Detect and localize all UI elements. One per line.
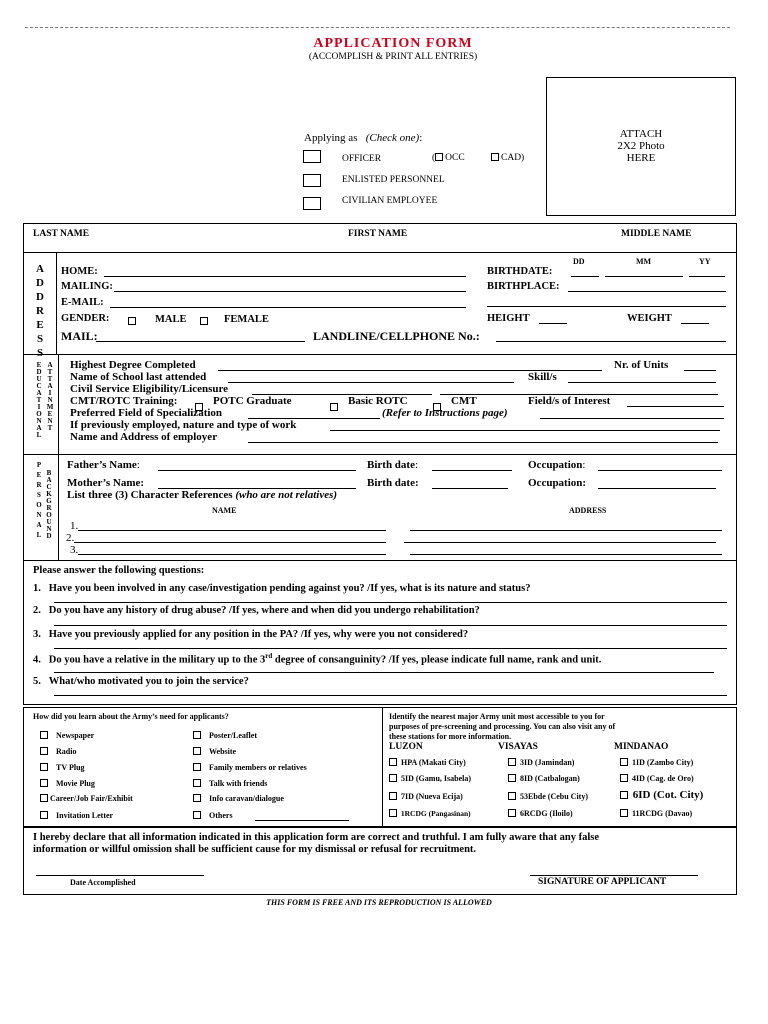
dd-label: DD [573, 257, 585, 266]
middle-name-label: MIDDLE NAME [621, 229, 692, 239]
unit-6id[interactable]: 6ID (Cot. City) [620, 789, 703, 801]
last-name-label: LAST NAME [33, 229, 90, 239]
source-career-fair[interactable]: Career/Job Fair/Exhibit [40, 794, 133, 803]
preferred-field-label: Preferred Field of Specialization [70, 407, 223, 419]
source-invitation-letter[interactable]: Invitation Letter [40, 811, 113, 820]
photo-here-label: HERE [626, 152, 656, 164]
page-title: APPLICATION FORM [313, 36, 473, 51]
height-label: HEIGHT [487, 313, 530, 324]
source-tv-plug[interactable]: TV Plug [40, 763, 85, 772]
birthdate-yy-field[interactable] [689, 276, 725, 277]
divider [58, 454, 59, 560]
landline-label: LANDLINE/CELLPHONE No.: [313, 329, 480, 343]
cad-checkbox[interactable] [491, 153, 499, 161]
father-birth-date-label: Birth date: [367, 459, 419, 471]
question-4-answer[interactable] [54, 672, 714, 673]
divider [56, 252, 57, 354]
unit-hpa[interactable]: HPA (Makati City) [389, 758, 466, 767]
preferred-field-field-2[interactable] [540, 418, 724, 419]
father-field[interactable] [158, 470, 356, 471]
cad-option: CAD) [491, 153, 524, 163]
civil-service-label: Civil Service Eligibility/Licensure [70, 383, 229, 395]
source-poster[interactable]: Poster/Leaflet [193, 731, 257, 740]
address-extra-field[interactable] [487, 306, 726, 307]
photo-size-label: 2X2 Photo [617, 140, 665, 152]
address-side-label: A D D R E S S [36, 263, 44, 359]
mailing-field[interactable] [114, 291, 466, 292]
reference-3-address[interactable] [410, 554, 722, 555]
question-4: 4. Do you have a relative in the military up to the 3rd degree of consanguinity? /If yes, please indicate full name, rank and unit. [33, 652, 602, 666]
reference-2-name[interactable] [74, 542, 386, 543]
divider [23, 560, 737, 561]
references-label: List three (3) Character References (who are not relatives) [67, 489, 338, 501]
question-1-answer[interactable] [54, 602, 727, 603]
email-field[interactable] [110, 307, 466, 308]
father-label: Father’s Name: [67, 459, 140, 471]
divider [382, 707, 383, 827]
birthplace-label: BIRTHPLACE: [487, 281, 560, 292]
birthdate-label: BIRTHDATE: [487, 266, 553, 277]
unit-3id[interactable]: 3ID (Jamindan) [508, 758, 574, 767]
mail-field[interactable] [96, 341, 305, 342]
occ-checkbox[interactable] [435, 153, 443, 161]
home-field[interactable] [104, 276, 466, 277]
unit-8id[interactable]: 8ID (Catbalogan) [508, 774, 580, 783]
reference-1-address[interactable] [410, 530, 722, 531]
unit-11rcdg[interactable]: 11RCDG (Davao) [620, 809, 692, 818]
units-label: Nr. of Units [614, 359, 669, 371]
source-info-caravan[interactable]: Info caravan/dialogue [193, 794, 284, 803]
weight-label: WEIGHT [627, 313, 672, 324]
unit-4id[interactable]: 4ID (Cag. de Oro) [620, 774, 694, 783]
question-3-answer[interactable] [54, 648, 727, 649]
female-checkbox[interactable] [200, 311, 210, 329]
officer-label: OFFICER [342, 154, 382, 164]
date-accomplished-field[interactable] [36, 875, 204, 876]
others-field[interactable] [255, 820, 349, 821]
unit-1id[interactable]: 1ID (Zambo City) [620, 758, 693, 767]
skills-field[interactable] [568, 382, 716, 383]
civilian-checkbox[interactable] [303, 197, 321, 210]
gender-label: GENDER: [61, 313, 110, 324]
father-birth-date-field[interactable] [432, 470, 512, 471]
potc-label: POTC Graduate [213, 395, 292, 407]
top-cut-line [25, 27, 730, 28]
mother-birth-date-field[interactable] [432, 488, 508, 489]
home-label: HOME: [61, 266, 98, 277]
landline-field[interactable] [496, 341, 726, 342]
photo-box[interactable] [546, 77, 736, 216]
signature-field[interactable] [530, 875, 698, 876]
question-2-answer[interactable] [54, 625, 727, 626]
question-3: 3. Have you previously applied for any position in the PA? /If yes, why were you not considered? [33, 629, 469, 640]
education-side-label: E D U C A T I O N A L [36, 361, 42, 439]
question-1: 1. Have you been involved in any case/investigation pending against you? /If yes, what is its nature and status? [33, 583, 531, 594]
date-accomplished-label: Date Accomplished [70, 878, 136, 887]
highest-degree-label: Highest Degree Completed [70, 359, 196, 371]
cmt-option-label: CMT [451, 395, 477, 407]
height-field[interactable] [539, 323, 567, 324]
mm-label: MM [636, 257, 652, 266]
employer-label: Name and Address of employer [70, 431, 218, 443]
questions-intro: Please answer the following questions: [33, 565, 205, 576]
units-intro-3: these stations for more information. [389, 732, 512, 741]
photo-attach-label: ATTACH [619, 128, 663, 140]
declaration-line-2: information or willful omission shall be sufficient cause for my dismissal or refusal for recruitment. [33, 844, 477, 855]
source-friends[interactable]: Talk with friends [193, 779, 267, 788]
employed-field[interactable] [330, 430, 720, 431]
luzon-header: LUZON [389, 742, 423, 752]
skills-label: Skill/s [528, 371, 557, 383]
visayas-header: VISAYAS [498, 742, 538, 752]
references-address-header: ADDRESS [569, 506, 607, 515]
question-5: 5. What/who motivated you to join the service? [33, 676, 249, 687]
background-side-label: B A C K G R O U N D [46, 469, 52, 540]
signature-label: SIGNATURE OF APPLICANT [538, 877, 667, 887]
reference-3-name[interactable] [78, 554, 386, 555]
refer-note: (Refer to Instructions page) [382, 407, 508, 419]
male-checkbox[interactable] [128, 311, 138, 329]
mailing-label: MAILING: [61, 281, 113, 292]
civilian-label: CIVILIAN EMPLOYEE [342, 196, 438, 206]
attainment-side-label: A T T A I N M E N T [46, 361, 54, 432]
sources-title: How did you learn about the Army’s need for applicants? [33, 712, 229, 721]
employer-field[interactable] [248, 442, 718, 443]
units-intro-1: Identify the nearest major Army unit most accessible to you for [389, 712, 605, 721]
declaration-line-1: I hereby declare that all information indicated in this application form are correct and truthful. I am fully aware that any false [33, 832, 600, 843]
mail-label: MAIL: [61, 329, 98, 343]
divider [23, 252, 737, 253]
reference-number: 3. [70, 544, 79, 556]
reference-2-address[interactable] [404, 542, 716, 543]
question-5-answer[interactable] [54, 695, 727, 696]
page-subtitle: (ACCOMPLISH & PRINT ALL ENTRIES) [308, 52, 478, 62]
source-family[interactable]: Family members or relatives [193, 763, 307, 772]
divider [23, 454, 737, 455]
reference-number: 2. [66, 532, 75, 544]
unit-1rcdg[interactable]: 1RCDG (Pangasinan) [389, 809, 471, 818]
mindanao-header: MINDANAO [614, 742, 669, 752]
source-website[interactable]: Website [193, 747, 236, 756]
field-interest-field[interactable] [627, 406, 724, 407]
footer-note: THIS FORM IS FREE AND ITS REPRODUCTION IS ALLOWED [266, 898, 492, 907]
female-label: FEMALE [224, 314, 269, 325]
source-others[interactable]: Others [193, 811, 233, 820]
weight-field[interactable] [681, 323, 709, 324]
units-intro-2: purposes of pre-screening and processing. You can also visit any of [389, 722, 616, 731]
birthplace-field[interactable] [568, 291, 726, 292]
yy-label: YY [699, 257, 711, 266]
personal-side-label: P E R S O N A L [36, 461, 42, 539]
mother-birth-date-label: Birth date: [367, 477, 419, 489]
employed-label: If previously employed, nature and type of work [70, 419, 297, 431]
male-label: MALE [155, 314, 187, 325]
enlisted-checkbox[interactable] [303, 174, 321, 187]
school-field[interactable] [228, 382, 514, 383]
unit-5id[interactable]: 5ID (Gamu, Isabela) [389, 774, 471, 783]
reference-1-name[interactable] [78, 530, 386, 531]
question-2: 2. Do you have any history of drug abuse? /If yes, where and when did you undergo rehabilitation? [33, 605, 480, 616]
occ-option: ( OCC [432, 153, 465, 163]
unit-7id[interactable]: 7ID (Nueva Ecija) [389, 792, 463, 801]
mother-label: Mother’s Name: [67, 477, 145, 489]
basic-rotc-checkbox[interactable] [330, 397, 340, 415]
birthdate-mm-field[interactable] [605, 276, 683, 277]
school-label: Name of School last attended [70, 371, 207, 383]
enlisted-label: ENLISTED PERSONNEL [342, 175, 445, 185]
unit-53ebde[interactable]: 53Ebde (Cebu City) [508, 792, 588, 801]
units-field[interactable] [684, 370, 716, 371]
source-radio[interactable]: Radio [40, 747, 76, 756]
mother-occupation-field[interactable] [598, 488, 716, 489]
basic-rotc-label: Basic ROTC [348, 395, 408, 407]
officer-checkbox[interactable] [303, 150, 321, 163]
mother-occupation-label: Occupation: [528, 477, 587, 489]
field-interest-label: Field/s of Interest [528, 395, 611, 407]
source-newspaper[interactable]: Newspaper [40, 731, 94, 740]
father-occupation-label: Occupation: [528, 459, 586, 471]
first-name-label: FIRST NAME [348, 229, 408, 239]
references-name-header: NAME [212, 506, 237, 515]
applying-as-label: Applying as (Check one): [304, 132, 423, 144]
divider [58, 354, 59, 454]
cmt-label: CMT/ROTC Training: [70, 395, 178, 407]
divider [23, 354, 737, 355]
birthdate-dd-field[interactable] [571, 276, 599, 277]
source-movie-plug[interactable]: Movie Plug [40, 779, 95, 788]
email-label: E-MAIL: [61, 297, 104, 308]
reference-number: 1. [70, 520, 79, 532]
father-occupation-field[interactable] [598, 470, 722, 471]
unit-6rcdg[interactable]: 6RCDG (Iloilo) [508, 809, 573, 818]
